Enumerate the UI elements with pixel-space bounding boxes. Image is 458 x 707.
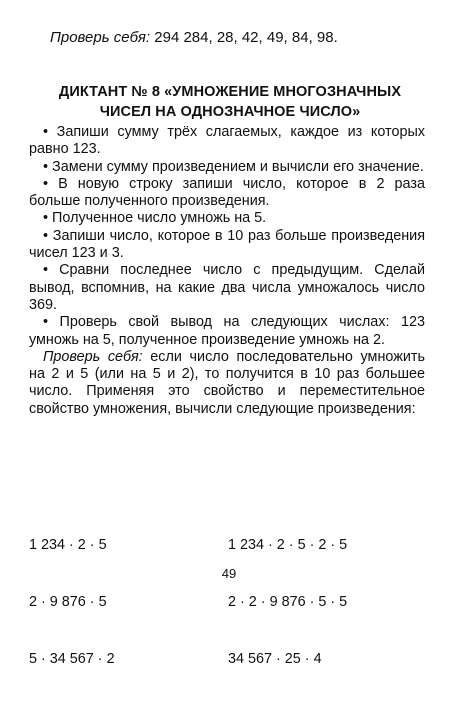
task-item: • Запиши число, которое в 10 раз больше произведения чисел 123 и 3. xyxy=(29,228,425,263)
task-item: • Сравни последнее число с предыдущим. Сделай вывод, вспомнив, на какие два числа умножалось число 369. xyxy=(29,262,425,314)
expression: 1 234 · 2 · 5 · 2 · 5 xyxy=(228,537,348,553)
expressions-column-right xyxy=(228,498,347,707)
task-item: • Запиши сумму трёх слагаемых, каждое из которых равно 123. xyxy=(29,124,425,159)
title-line-1: ДИКТАНТ № 8 «УМНОЖЕНИЕ МНОГОЗНАЧНЫХ xyxy=(58,84,402,100)
check-paragraph xyxy=(29,349,425,418)
dictation-text xyxy=(29,124,425,418)
task-item: • В новую строку запиши число, которое в 2 раза больше полученного произведения. xyxy=(29,176,425,211)
dictation-title xyxy=(20,82,440,122)
page-number: 49 xyxy=(221,566,237,581)
check-yourself-label: Проверь себя: xyxy=(43,348,143,365)
answer-check-line xyxy=(50,28,338,48)
title-line-2: ЧИСЕЛ НА ОДНОЗНАЧНОЕ ЧИСЛО» xyxy=(99,104,361,120)
task-item: • Замени сумму произведением и вычисли его значение. xyxy=(29,159,425,176)
expressions-column-left xyxy=(29,498,115,707)
task-item: • Проверь свой вывод на следующих числах: 123 умножь на 5, полученное произведение умножь на 2. xyxy=(29,314,425,349)
expression: 34 567 · 25 · 4 xyxy=(228,651,322,667)
task-item: • Полученное число умножь на 5. xyxy=(29,210,425,227)
expression: 2 · 9 876 · 5 xyxy=(29,594,107,610)
expression: 2 · 2 · 9 876 · 5 · 5 xyxy=(228,594,348,610)
expression: 5 · 34 567 · 2 xyxy=(29,651,115,667)
expression: 1 234 · 2 · 5 xyxy=(29,537,107,553)
check-paragraph-text: если число последовательно умножить на 2 и 5 (или на 5 и 2), то получится в 10 раз большее число. Применяя это свойство и переместительное свойство умножения, вычисли следующие произведения: xyxy=(29,348,425,417)
check-yourself-label: Проверь себя: xyxy=(50,29,151,46)
check-values: 294 284, 28, 42, 49, 84, 98. xyxy=(154,29,338,46)
